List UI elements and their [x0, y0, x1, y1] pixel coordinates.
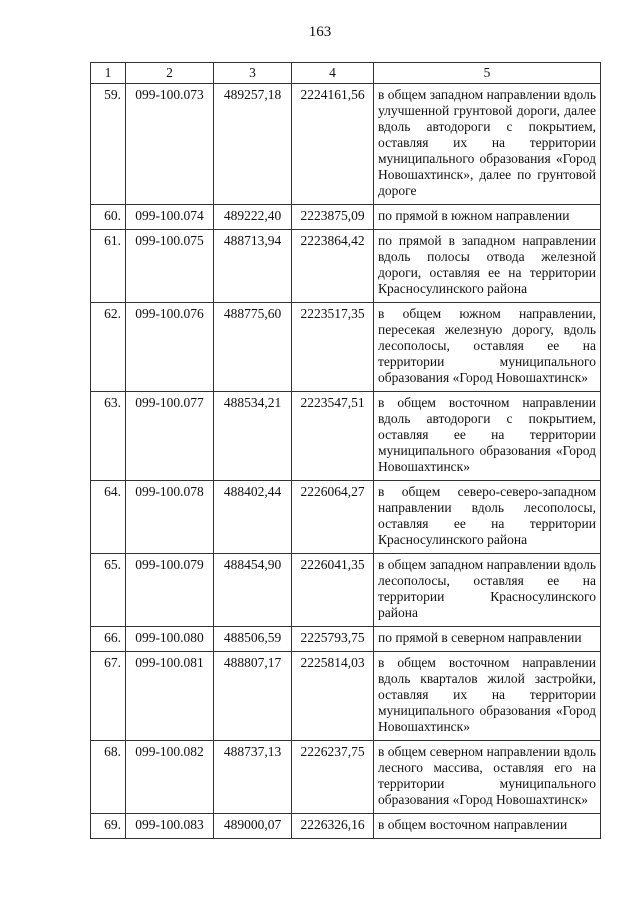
table-row	[91, 303, 601, 392]
table-row	[91, 481, 601, 554]
row-number: 67.	[91, 652, 126, 741]
header-cell-5: 5	[374, 63, 601, 84]
table-row	[91, 814, 601, 839]
point-code: 099-100.079	[126, 554, 214, 627]
header-cell-3: 3	[214, 63, 292, 84]
point-code: 099-100.073	[126, 84, 214, 205]
boundary-description: в общем северном направлении вдоль лесного массива, оставляя его на территории муниципального образования «Город Новошахтинск»	[374, 741, 601, 814]
boundary-description: в общем западном направлении вдоль лесополосы, оставляя ее на территории Красносулинского района	[374, 554, 601, 627]
point-code: 099-100.080	[126, 627, 214, 652]
row-number: 65.	[91, 554, 126, 627]
boundary-description: в общем восточном направлении вдоль автодороги с покрытием, оставляя ее на территории муниципального образования «Город Новошахтинск»	[374, 392, 601, 481]
boundary-description: в общем западном направлении вдоль улучшенной грунтовой дороги, далее вдоль автодороги с покрытием, оставляя их на территории муниципального образования «Город Новошахтинск», далее по грунтовой дороге	[374, 84, 601, 205]
header-cell-2: 2	[126, 63, 214, 84]
point-code: 099-100.081	[126, 652, 214, 741]
x-coordinate: 488506,59	[214, 627, 292, 652]
x-coordinate: 489000,07	[214, 814, 292, 839]
row-number: 66.	[91, 627, 126, 652]
row-number: 64.	[91, 481, 126, 554]
boundary-description: в общем северо-северо-западном направлении вдоль лесополосы, оставляя ее на территории Красносулинского района	[374, 481, 601, 554]
y-coordinate: 2226041,35	[292, 554, 374, 627]
x-coordinate: 488534,21	[214, 392, 292, 481]
y-coordinate: 2223875,09	[292, 205, 374, 230]
page-number: 163	[308, 24, 332, 40]
point-code: 099-100.074	[126, 205, 214, 230]
y-coordinate: 2223517,35	[292, 303, 374, 392]
row-number: 62.	[91, 303, 126, 392]
row-number: 60.	[91, 205, 126, 230]
table-row	[91, 627, 601, 652]
row-number: 69.	[91, 814, 126, 839]
row-number: 59.	[91, 84, 126, 205]
boundary-description: по прямой в западном направлении вдоль полосы отвода железной дороги, оставляя ее на территории Красносулинского района	[374, 230, 601, 303]
x-coordinate: 488775,60	[214, 303, 292, 392]
y-coordinate: 2226064,27	[292, 481, 374, 554]
y-coordinate: 2225793,75	[292, 627, 374, 652]
table-header	[91, 63, 601, 84]
point-code: 099-100.082	[126, 741, 214, 814]
y-coordinate: 2225814,03	[292, 652, 374, 741]
table-row	[91, 392, 601, 481]
boundary-description: по прямой в северном направлении	[374, 627, 601, 652]
boundary-description: по прямой в южном направлении	[374, 205, 601, 230]
x-coordinate: 489257,18	[214, 84, 292, 205]
y-coordinate: 2223864,42	[292, 230, 374, 303]
header-cell-4: 4	[292, 63, 374, 84]
point-code: 099-100.075	[126, 230, 214, 303]
x-coordinate: 488713,94	[214, 230, 292, 303]
header-row	[91, 63, 601, 84]
row-number: 61.	[91, 230, 126, 303]
x-coordinate: 488737,13	[214, 741, 292, 814]
boundary-description: в общем восточном направлении	[374, 814, 601, 839]
x-coordinate: 488807,17	[214, 652, 292, 741]
table-row	[91, 741, 601, 814]
header-cell-1: 1	[91, 63, 126, 84]
table-row	[91, 554, 601, 627]
point-code: 099-100.076	[126, 303, 214, 392]
table-row	[91, 652, 601, 741]
row-number: 68.	[91, 741, 126, 814]
y-coordinate: 2223547,51	[292, 392, 374, 481]
x-coordinate: 488454,90	[214, 554, 292, 627]
boundary-points-table	[90, 62, 601, 839]
point-code: 099-100.078	[126, 481, 214, 554]
y-coordinate: 2226326,16	[292, 814, 374, 839]
x-coordinate: 488402,44	[214, 481, 292, 554]
table-row	[91, 205, 601, 230]
y-coordinate: 2226237,75	[292, 741, 374, 814]
point-code: 099-100.077	[126, 392, 214, 481]
point-code: 099-100.083	[126, 814, 214, 839]
row-number: 63.	[91, 392, 126, 481]
x-coordinate: 489222,40	[214, 205, 292, 230]
table-row	[91, 84, 601, 205]
table-row	[91, 230, 601, 303]
boundary-description: в общем восточном направлении вдоль кварталов жилой застройки, оставляя их на территории муниципального образования «Город Новошахтинск»	[374, 652, 601, 741]
table-body	[91, 84, 601, 839]
y-coordinate: 2224161,56	[292, 84, 374, 205]
boundary-description: в общем южном направлении, пересекая железную дорогу, вдоль лесополосы, оставляя ее на территории муниципального образования «Город Новошахтинск»	[374, 303, 601, 392]
